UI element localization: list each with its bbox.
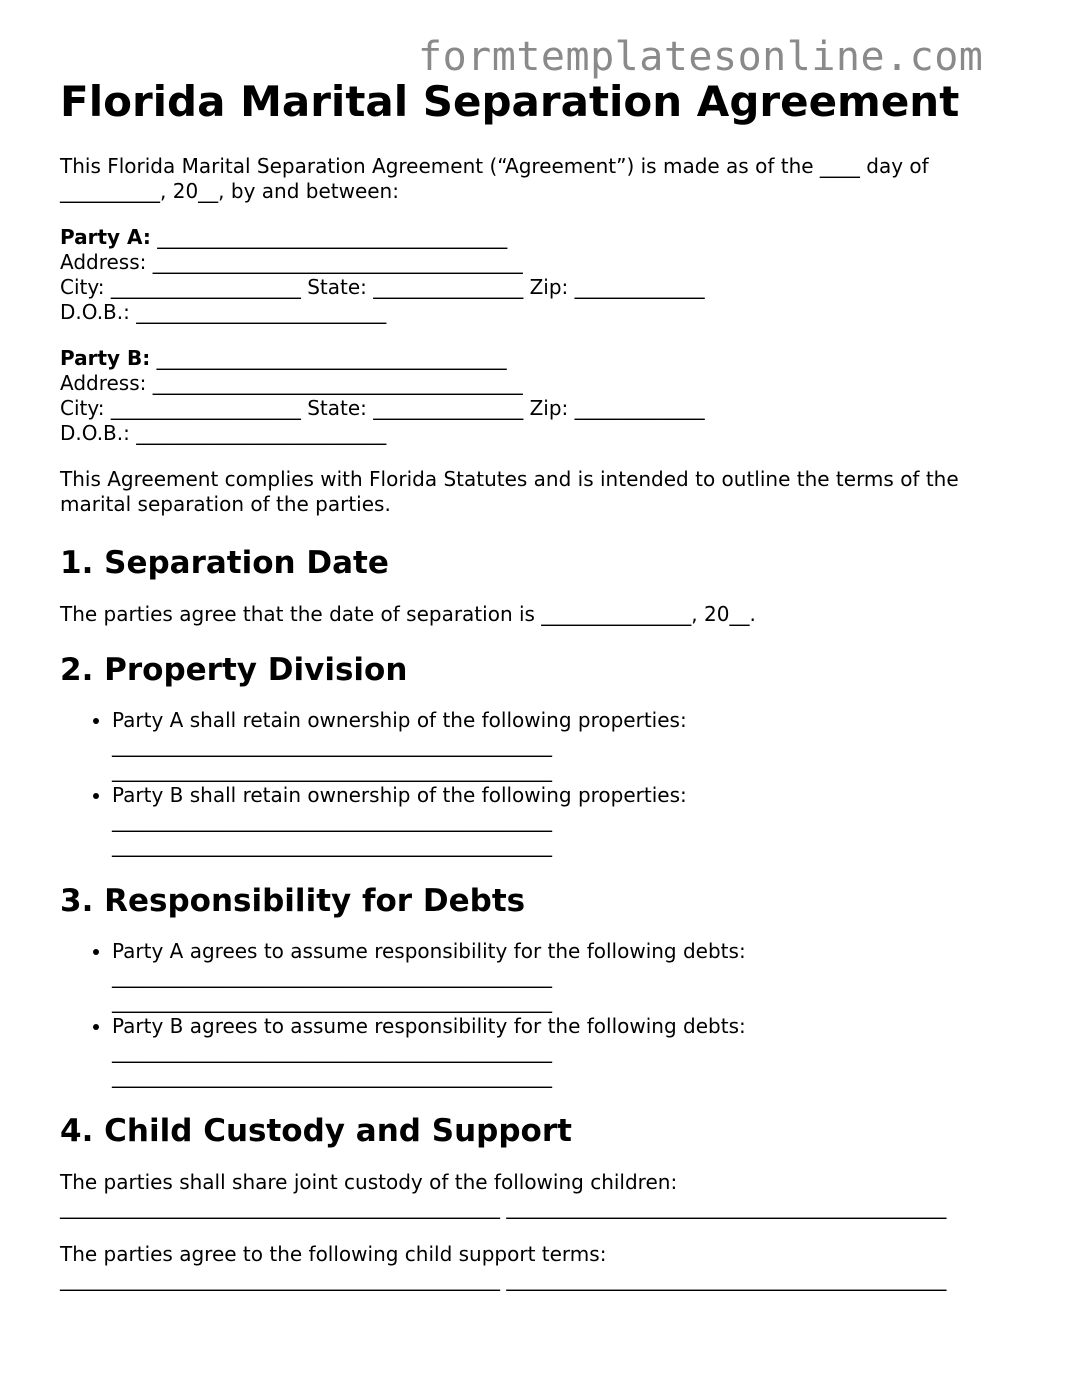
- compliance-line-1: This Agreement complies with Florida Statutes and is intended to outline the terms of the: [60, 467, 959, 491]
- list-item: [112, 939, 1020, 1014]
- support-blank[interactable]: ____________________________________________ ____________________________________________: [60, 1267, 947, 1291]
- debts-b-blank-1[interactable]: ____________________________________________: [112, 1039, 552, 1063]
- support-text: The parties agree to the following child support terms:: [60, 1242, 607, 1266]
- custody-text: The parties shall share joint custody of the following children:: [60, 1170, 678, 1194]
- debts-a-blank-2[interactable]: ____________________________________________: [112, 989, 552, 1013]
- property-a-text: Party A shall retain ownership of the following properties:: [112, 708, 687, 732]
- section-3-heading: 3. Responsibility for Debts: [60, 883, 526, 919]
- party-a-name-row: [60, 225, 1020, 250]
- party-b-label: Party B:: [60, 346, 151, 370]
- debts-b-blank-2[interactable]: ____________________________________________: [112, 1064, 552, 1088]
- party-a-name-field[interactable]: ___________________________________: [157, 225, 508, 249]
- party-b-name-field[interactable]: ___________________________________: [156, 346, 507, 370]
- intro-line-1: This Florida Marital Separation Agreement (“Agreement”) is made as of the ____ day of: [60, 154, 929, 178]
- party-a-label: Party A:: [60, 225, 151, 249]
- debts-list: [60, 939, 1020, 1089]
- party-b-block: [60, 346, 1020, 446]
- compliance-paragraph: [60, 467, 1020, 517]
- debts-b-text: Party B agrees to assume responsibility for the following debts:: [112, 1014, 746, 1038]
- party-a-dob-field[interactable]: D.O.B.: _________________________: [60, 300, 387, 324]
- party-b-city-state-zip-field[interactable]: City: ___________________ State: _______________ Zip: _____________: [60, 396, 705, 420]
- party-a-block: [60, 225, 1020, 325]
- party-b-address-field[interactable]: Address: _____________________________________: [60, 371, 523, 395]
- section-2-heading: 2. Property Division: [60, 652, 408, 688]
- party-b-dob-field[interactable]: D.O.B.: _________________________: [60, 421, 387, 445]
- watermark: formtemplatesonline.com: [418, 34, 984, 80]
- separation-date-text: The parties agree that the date of separation is _______________, 20__.: [60, 602, 756, 626]
- section-1-heading: 1. Separation Date: [60, 545, 389, 581]
- list-item: [112, 783, 1020, 858]
- document-title: Florida Marital Separation Agreement: [60, 77, 960, 126]
- intro-line-2: __________, 20__, by and between:: [60, 179, 399, 203]
- property-a-blank-2[interactable]: ____________________________________________: [112, 758, 552, 782]
- party-a-city-state-zip-field[interactable]: City: ___________________ State: _______________ Zip: _____________: [60, 275, 705, 299]
- debts-a-blank-1[interactable]: ____________________________________________: [112, 964, 552, 988]
- property-b-blank-2[interactable]: ____________________________________________: [112, 833, 552, 857]
- property-b-text: Party B shall retain ownership of the following properties:: [112, 783, 687, 807]
- list-item: [112, 1014, 1020, 1089]
- property-b-blank-1[interactable]: ____________________________________________: [112, 808, 552, 832]
- intro-paragraph: [60, 154, 1020, 204]
- debts-a-text: Party A agrees to assume responsibility for the following debts:: [112, 939, 746, 963]
- property-list: [60, 708, 1020, 858]
- custody-blank[interactable]: ____________________________________________ ____________________________________________: [60, 1195, 947, 1219]
- list-item: [112, 708, 1020, 783]
- party-b-name-row: [60, 346, 1020, 371]
- party-a-address-field[interactable]: Address: _____________________________________: [60, 250, 523, 274]
- compliance-line-2: marital separation of the parties.: [60, 492, 391, 516]
- property-a-blank-1[interactable]: ____________________________________________: [112, 733, 552, 757]
- document-body: [60, 154, 1020, 1292]
- section-4-heading: 4. Child Custody and Support: [60, 1113, 572, 1149]
